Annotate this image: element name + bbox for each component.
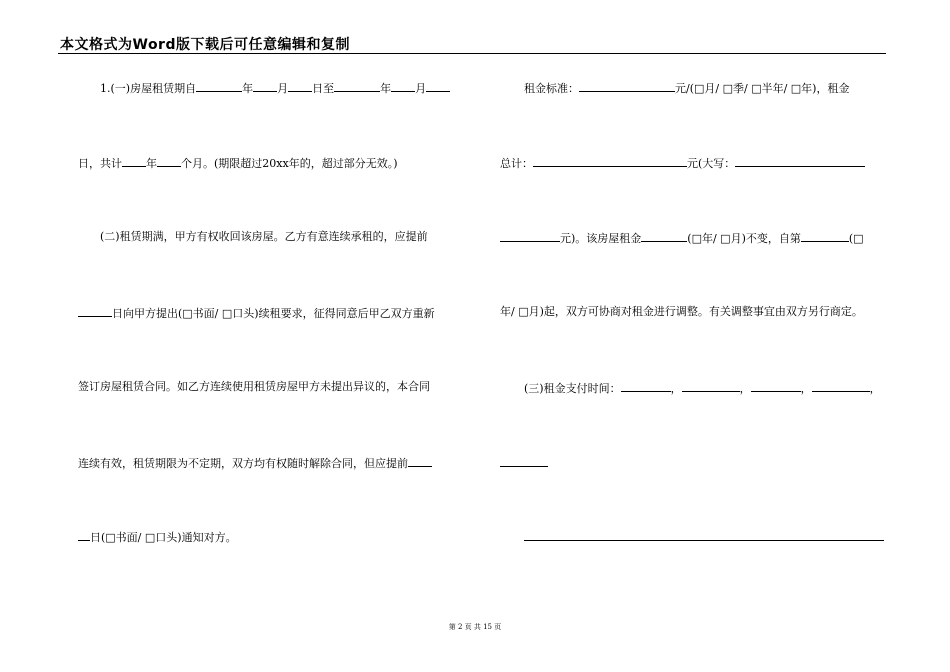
renewal-request-text: 日向甲方提出(□书面/ □口头)续租要求，征得同意后甲乙双方重新 (112, 307, 435, 320)
year-label: 年 (146, 157, 157, 170)
renewal-line-2 (78, 305, 435, 321)
rent-standard-label: 租金标准： (524, 82, 579, 95)
blank-payment-time-4 (812, 380, 870, 392)
rent-standard-line (524, 80, 849, 96)
rent-total-label: 总计： (500, 157, 533, 170)
month-label: 月 (415, 82, 427, 95)
rent-fixed-line (500, 230, 864, 246)
document-header-title: 本文格式为Word版下载后可任意编辑和复制 (60, 37, 350, 53)
renewal-line-4 (78, 455, 432, 471)
page-number: 第 2 页 共 15 页 (448, 623, 502, 631)
header-divider (58, 53, 886, 54)
blank-start-month (253, 80, 277, 92)
renewal-line-1: (二)租赁期满，甲方有权收回该房屋。乙方有意连续承租的，应提前 (100, 230, 428, 243)
rent-fixed-text: 元)。该房屋租金 (560, 232, 642, 245)
long-blank-line (524, 529, 884, 545)
option-open-text: (□ (848, 232, 864, 245)
total-label: 日，共计 (78, 157, 122, 170)
renewal-line-3: 签订房屋租赁合同。如乙方连续使用租赁房屋甲方未提出异议的，本合同 (78, 380, 430, 393)
lease-term-line-1 (100, 80, 450, 96)
blank-end-day (426, 80, 450, 92)
year-label: 年 (380, 82, 392, 95)
blank-capital-amount-cont (500, 230, 560, 242)
rent-adjust-line: 年/ □月)起，双方可协商对租金进行调整。有关调整事宜由双方另行商定。 (500, 305, 863, 318)
payment-time-label: (三)租金支付时间： (524, 382, 621, 395)
blank-rent-amount (579, 80, 675, 92)
term-limit-note: 个月。(期限超过20xx年的，超过部分无效。) (181, 157, 398, 170)
blank-fixed-period (641, 230, 687, 242)
blank-rent-total (533, 155, 687, 167)
blank-notice-days (78, 305, 112, 317)
separator: ， (800, 382, 812, 395)
blank-end-month (391, 80, 415, 92)
capital-amount-label: 元(大写： (687, 157, 736, 170)
payment-time-line-2 (500, 455, 548, 471)
blank-total-months (157, 155, 181, 167)
blank-end-year (334, 80, 380, 92)
blank-start-year (196, 80, 242, 92)
separator: ， (739, 382, 751, 395)
day-to-label: 日至 (312, 82, 335, 95)
blank-termination-days-cont (78, 529, 90, 541)
lease-term-line-2 (78, 155, 398, 171)
blank-total-years (122, 155, 146, 167)
rent-total-line (500, 155, 865, 171)
adjust-from-text: (□年/ □月)不变，自第 (687, 232, 801, 245)
lease-term-label: 1.(一)房屋租赁期自 (100, 82, 197, 95)
blank-payment-time-1 (621, 380, 671, 392)
renewal-line-5 (78, 529, 237, 545)
rent-period-options: 元/(□月/ □季/ □半年/ □年)，租金 (675, 82, 850, 95)
separator: ， (670, 382, 682, 395)
indefinite-term-text: 连续有效，租赁期限为不定期，双方均有权随时解除合同，但应提前 (78, 457, 408, 470)
blank-payment-time-3 (751, 380, 801, 392)
separator: ， (869, 382, 881, 395)
year-label: 年 (242, 82, 254, 95)
blank-payment-time-2 (682, 380, 740, 392)
blank-termination-days (408, 455, 432, 467)
blank-capital-amount (735, 155, 865, 167)
notice-method-text: 日(□书面/ □口头)通知对方。 (90, 531, 237, 544)
blank-start-day (288, 80, 312, 92)
blank-adjust-start (801, 230, 849, 242)
month-label: 月 (277, 82, 289, 95)
blank-payment-time-5 (500, 455, 548, 467)
payment-time-line (524, 380, 881, 396)
blank-extra-terms (524, 529, 884, 541)
